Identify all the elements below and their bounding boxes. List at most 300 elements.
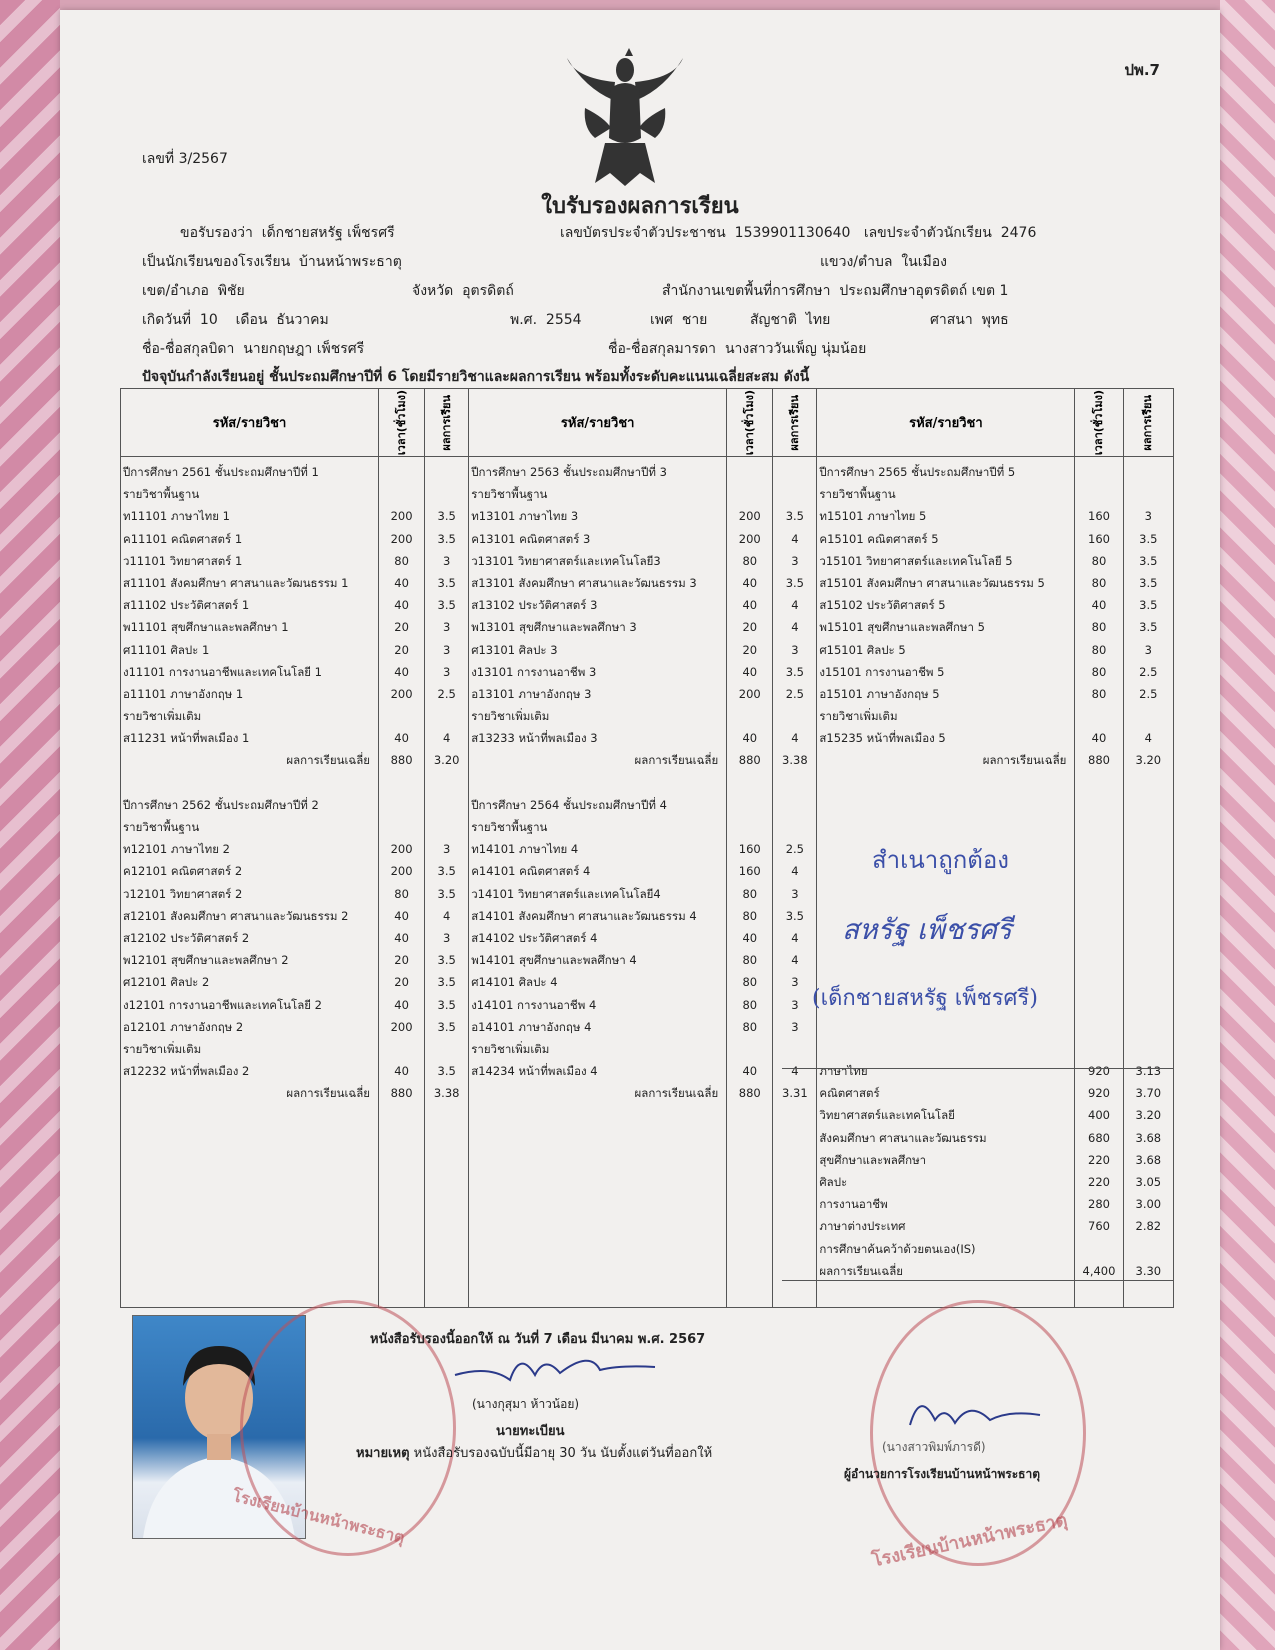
hours-cell: 20 (394, 975, 409, 990)
grade-cell: 3.38 (433, 1086, 460, 1101)
summary-subject: ศิลปะ (819, 1175, 848, 1189)
grade-cell: 4 (791, 598, 799, 613)
hours-cell: 80 (1091, 642, 1107, 657)
hours-cell: 40 (742, 598, 758, 613)
spacer (1124, 860, 1173, 882)
subject-row: ศ15101 ศิลปะ 5 (819, 642, 906, 657)
hours-cell: 40 (394, 598, 409, 613)
hours-cell (1075, 483, 1122, 505)
hours-cell: 40 (742, 731, 758, 746)
subject-row: อ14101 ภาษาอังกฤษ 4 (471, 1019, 592, 1034)
mother-label: ชื่อ-ชื่อสกุลมารดา (608, 341, 717, 357)
grade-cell: 3 (443, 930, 451, 945)
birth-day: 10 (199, 312, 218, 328)
header-subject-3: รหัส/รายวิชา (817, 389, 1075, 457)
hours-cell: 160 (1088, 509, 1110, 524)
hours-cell: 200 (390, 509, 413, 524)
district-value: พิชัย (217, 283, 245, 299)
grade-cell: 3 (791, 975, 799, 990)
subject-row: ว15101 วิทยาศาสตร์และเทคโนโลยี 5 (819, 553, 1013, 568)
spacer (1075, 927, 1122, 949)
hours-cell: 20 (742, 642, 758, 657)
spacer (1124, 1038, 1173, 1060)
summary-hours: 220 (1088, 1152, 1110, 1167)
summary-grade: 3.70 (1135, 1086, 1162, 1101)
spacer (817, 794, 1074, 816)
subject-row: ค15101 คณิตศาสตร์ 5 (819, 531, 939, 546)
issued-date: หนังสือรับรองนี้ออกให้ ณ วันที่ 7 เดือน มีนาคม พ.ศ. 2567 (370, 1332, 706, 1347)
subject-row: ว12101 วิทยาศาสตร์ 2 (123, 886, 243, 901)
header-subject-2: รหัส/รายวิชา (469, 389, 727, 457)
grade-cell: 3.5 (437, 1064, 456, 1079)
grade-cell (773, 705, 816, 727)
subject-row: ค13101 คณิตศาสตร์ 3 (471, 531, 591, 546)
summary-hours: 400 (1088, 1108, 1110, 1123)
grade-cell: 3.5 (785, 908, 804, 923)
grade-cell: 3.38 (782, 753, 808, 768)
subject-row: ปีการศึกษา 2565 ชั้นประถมศึกษาปีที่ 5 (819, 465, 1016, 479)
grade-cell: 3 (1144, 642, 1152, 657)
hours-cell: 80 (1091, 553, 1107, 568)
subject-row: อ13101 ภาษาอังกฤษ 3 (471, 686, 592, 701)
hours-cell: 40 (394, 997, 409, 1012)
grade-cell: 3.20 (1135, 753, 1162, 768)
subject-row: รายวิชาพื้นฐาน (123, 487, 200, 502)
hours-cell: 200 (390, 686, 413, 701)
garuda-emblem-icon (565, 48, 685, 188)
grade-cell: 3.5 (437, 531, 456, 546)
col2-hours (727, 457, 773, 1308)
certified-copy-text: สำเนาถูกต้อง (872, 846, 1009, 874)
average-label: ผลการเรียนเฉลี่ย (286, 753, 370, 768)
subject-row: ว11101 วิทยาศาสตร์ 1 (123, 553, 243, 568)
spacer (1075, 883, 1122, 905)
note-text: หนังสือรับรองฉบับนี้มีอายุ 30 วัน นับตั้งแต่วันที่ออกให้ (413, 1446, 713, 1461)
hours-cell: 200 (390, 864, 413, 879)
student-name: เด็กชายสหรัฐ เพ็ชรศรี (261, 225, 395, 241)
hours-cell: 200 (390, 531, 413, 546)
hours-cell: 80 (742, 553, 758, 568)
district-label: เขต/อำเภอ (142, 283, 209, 299)
subject-row: ง14101 การงานอาชีพ 4 (471, 997, 597, 1012)
spacer (1124, 816, 1173, 838)
hours-cell (379, 705, 424, 727)
spacer (1075, 971, 1122, 993)
hours-cell: 200 (738, 509, 761, 524)
spacer (1124, 838, 1173, 860)
hours-cell: 40 (394, 1064, 409, 1079)
col3-subjects (817, 457, 1075, 1308)
subject-row: ส11102 ประวัติศาสตร์ 1 (123, 598, 250, 613)
hours-cell: 880 (390, 1086, 413, 1101)
subject-row: รายวิชาเพิ่มเติม (471, 1041, 550, 1056)
hours-cell (379, 483, 424, 505)
year-label: พ.ศ. (510, 312, 538, 328)
hours-cell: 20 (394, 620, 409, 635)
summary-subject: ภาษาต่างประเทศ (819, 1219, 906, 1234)
spacer (1124, 927, 1173, 949)
hours-cell: 160 (738, 842, 761, 857)
summary-hours: 220 (1088, 1175, 1110, 1189)
hours-cell: 20 (394, 953, 409, 968)
subject-row: ส14102 ประวัติศาสตร์ 4 (471, 930, 598, 945)
subject-row: รายวิชาเพิ่มเติม (819, 709, 898, 724)
subject-row: พ15101 สุขศึกษาและพลศึกษา 5 (819, 620, 985, 635)
average-label: ผลการเรียนเฉลี่ย (286, 1086, 370, 1101)
summary-hours: 920 (1088, 1064, 1110, 1079)
subject-row: รายวิชาพื้นฐาน (471, 487, 548, 502)
current-study: ปัจจุบันกำลังเรียนอยู่ ชั้นประถมศึกษาปีที่ 6 โดยมีรายวิชาและผลการเรียน พร้อมทั้งระดับคะแนนเฉลี่ยสะสม ดังนี้ (142, 369, 810, 385)
grade-cell: 3.5 (785, 664, 804, 679)
grade-cell (773, 816, 816, 838)
grade-cell: 3.5 (1139, 598, 1158, 613)
grade-cell: 2.5 (437, 686, 456, 701)
spacer (1075, 816, 1122, 838)
father-value: นายกฤษฎา เพ็ชรศรี (243, 341, 365, 357)
hours-cell: 40 (742, 664, 758, 679)
hours-cell (379, 772, 424, 794)
average-label: ผลการเรียนเฉลี่ย (634, 1086, 719, 1101)
grade-cell: 4 (791, 930, 799, 945)
hours-cell: 80 (742, 953, 758, 968)
col1-hours (379, 457, 425, 1308)
header-hours-3: เวลา(ชั่วโมง) (1091, 389, 1105, 456)
average-label: ผลการเรียนเฉลี่ย (982, 753, 1067, 768)
spacer (817, 949, 1074, 971)
hours-cell: 880 (738, 753, 761, 768)
hours-cell: 40 (1091, 731, 1107, 746)
hours-cell: 80 (742, 1019, 758, 1034)
subject-row: ส12102 ประวัติศาสตร์ 2 (123, 930, 250, 945)
month-label: เดือน (235, 312, 268, 328)
hours-cell: 80 (742, 997, 758, 1012)
summary-hours: 760 (1088, 1219, 1110, 1234)
subject-row: ง13101 การงานอาชีพ 3 (471, 664, 597, 679)
grade-cell: 4 (443, 908, 451, 923)
hours-cell: 80 (1091, 664, 1107, 679)
grade-cell: 4 (791, 531, 799, 546)
spacer (817, 816, 1074, 838)
grade-cell: 4 (1144, 731, 1152, 746)
grade-cell (425, 1038, 468, 1060)
grade-cell (1124, 461, 1173, 483)
subject-row: ว14101 วิทยาศาสตร์และเทคโนโลยี4 (471, 886, 661, 901)
id-label: เลขบัตรประจำตัวประชาชน (560, 225, 726, 241)
grade-cell (773, 772, 816, 794)
spacer (1075, 1038, 1122, 1060)
subject-row: ท13101 ภาษาไทย 3 (471, 509, 579, 524)
hours-cell: 200 (390, 842, 413, 857)
page-title: ใบรับรองผลการเรียน (541, 194, 739, 219)
subject-row: ท12101 ภาษาไทย 2 (123, 842, 230, 857)
hours-cell: 80 (1091, 620, 1107, 635)
header-subject-1: รหัส/รายวิชา (121, 389, 379, 457)
subject-row: พ13101 สุขศึกษาและพลศึกษา 3 (471, 620, 637, 635)
grade-cell: 3 (443, 553, 451, 568)
grade-cell: 3.5 (1139, 553, 1158, 568)
school-value: บ้านหน้าพระธาตุ (299, 254, 402, 270)
grade-cell: 3.5 (437, 509, 456, 524)
hours-cell: 80 (742, 908, 758, 923)
summary-hours: 680 (1088, 1130, 1110, 1145)
subject-row: อ12101 ภาษาอังกฤษ 2 (123, 1019, 244, 1034)
summary-grade: 3.00 (1135, 1197, 1162, 1212)
hours-cell (379, 461, 424, 483)
subject-row: ศ13101 ศิลปะ 3 (471, 642, 558, 657)
header-grade-2: ผลการเรียน (787, 394, 801, 451)
subject-row: รายวิชาเพิ่มเติม (123, 1041, 202, 1056)
hours-cell (727, 483, 772, 505)
director-title: ผู้อำนวยการโรงเรียนบ้านหน้าพระธาตุ (844, 1467, 1040, 1481)
subject-row: ศ14101 ศิลปะ 4 (471, 975, 558, 990)
col2-subjects (469, 457, 727, 1308)
grade-cell: 3 (791, 886, 799, 901)
grade-cell: 4 (791, 620, 799, 635)
spacer (1075, 994, 1122, 1016)
grade-cell: 3 (791, 642, 799, 657)
hours-cell: 160 (1088, 531, 1110, 546)
birth-month: ธันวาคม (276, 312, 329, 328)
grade-cell (425, 794, 468, 816)
hours-cell (727, 1038, 772, 1060)
subject-row: ส13101 สังคมศึกษา ศาสนาและวัฒนธรรม 3 (471, 575, 697, 590)
hours-cell (727, 772, 772, 794)
hours-cell: 20 (742, 620, 758, 635)
hours-cell (727, 794, 772, 816)
registrar-title: นายทะเบียน (496, 1424, 565, 1439)
header-grade-3: ผลการเรียน (1141, 394, 1155, 451)
col1-subjects (121, 457, 379, 1308)
hours-cell: 200 (738, 531, 761, 546)
stamp-text-right: โรงเรียนบ้านหน้าพระธาตุ (870, 1509, 1070, 1572)
subdistrict-value: ในเมือง (901, 254, 948, 270)
spacer (1075, 949, 1122, 971)
grade-cell: 3 (791, 997, 799, 1012)
grade-cell (773, 1038, 816, 1060)
spacer (1075, 1016, 1122, 1038)
header-grade-1: ผลการเรียน (439, 394, 453, 451)
subject-row: ว13101 วิทยาศาสตร์และเทคโนโลยี3 (471, 553, 661, 568)
grades-table (120, 388, 1174, 1308)
grade-cell: 3 (443, 842, 451, 857)
hours-cell: 40 (1091, 598, 1107, 613)
grade-cell: 3 (443, 664, 451, 679)
grade-cell: 3.5 (785, 509, 804, 524)
hours-cell: 200 (738, 686, 761, 701)
grade-cell: 3.5 (437, 1019, 456, 1034)
grade-cell: 4 (791, 864, 799, 879)
summary-subject: ภาษาไทย (819, 1064, 868, 1079)
header-hours-1: เวลา(ชั่วโมง) (394, 389, 408, 456)
grade-cell: 3.5 (437, 997, 456, 1012)
grade-cell: 3.5 (437, 886, 456, 901)
spacer (1075, 772, 1122, 794)
summary-subject: คณิตศาสตร์ (819, 1086, 880, 1101)
subject-row: รายวิชาพื้นฐาน (471, 820, 548, 834)
subject-row: ส15101 สังคมศึกษา ศาสนาและวัฒนธรรม 5 (819, 575, 1045, 590)
grade-cell: 3 (791, 553, 799, 568)
summary-total-grade: 3.30 (1135, 1263, 1162, 1278)
grade-cell: 3 (443, 642, 451, 657)
stamp-text-left: โรงเรียนบ้านหน้าพระธาตุ (230, 1485, 407, 1548)
spacer (1124, 794, 1173, 816)
summary-grade: 3.20 (1135, 1108, 1162, 1123)
subject-row: ส11101 สังคมศึกษา ศาสนาและวัฒนธรรม 1 (123, 575, 349, 590)
province-value: อุตรดิตถ์ (462, 283, 514, 299)
subject-row: ส12232 หน้าที่พลเมือง 2 (123, 1064, 250, 1079)
subject-row: ปีการศึกษา 2563 ชั้นประถมศึกษาปีที่ 3 (471, 465, 667, 479)
subject-row: ท15101 ภาษาไทย 5 (819, 509, 927, 524)
grade-cell: 4 (791, 953, 799, 968)
subject-row: ส15102 ประวัติศาสตร์ 5 (819, 598, 946, 613)
grade-cell: 3.5 (1139, 620, 1158, 635)
hours-cell (1075, 461, 1122, 483)
grade-cell: 3.5 (437, 864, 456, 879)
father-label: ชื่อ-ชื่อสกุลบิดา (142, 341, 235, 357)
spacer (1075, 794, 1122, 816)
hours-cell: 200 (390, 1019, 413, 1034)
hours-cell: 80 (394, 553, 409, 568)
subject-row: ง11101 การงานอาชีพและเทคโนโลยี 1 (123, 664, 322, 679)
student-no-label: เลขประจำตัวนักเรียน (863, 225, 992, 241)
grade-cell: 3 (791, 1019, 799, 1034)
subject-row: ส13102 ประวัติศาสตร์ 3 (471, 598, 598, 613)
grade-cell: 3.31 (782, 1086, 808, 1101)
subject-row: ศ12101 ศิลปะ 2 (123, 975, 210, 990)
grade-cell (425, 816, 468, 838)
grade-cell (773, 483, 816, 505)
subject-row: ค12101 คณิตศาสตร์ 2 (123, 864, 243, 879)
subject-row: พ12101 สุขศึกษาและพลศึกษา 2 (123, 953, 289, 968)
grade-cell: 4 (443, 731, 451, 746)
summary-hours (1075, 1238, 1122, 1260)
hours-cell: 80 (1091, 575, 1107, 590)
grade-cell: 3.5 (1139, 575, 1158, 590)
col3-hours (1075, 457, 1123, 1308)
note-label: หมายเหตุ (356, 1446, 410, 1461)
hours-cell: 40 (394, 908, 409, 923)
director-signature-icon (900, 1385, 1050, 1445)
grade-cell: 4 (791, 1064, 799, 1079)
student-no-value: 2476 (1000, 225, 1037, 241)
hours-cell: 880 (1088, 753, 1110, 768)
hours-cell: 80 (1091, 686, 1107, 701)
spacer (817, 883, 1074, 905)
hours-cell (727, 461, 772, 483)
summary-total-divider (782, 1280, 1174, 1281)
hours-cell: 20 (394, 642, 409, 657)
background-left (0, 0, 60, 1650)
subject-row: ท14101 ภาษาไทย 4 (471, 842, 579, 857)
subject-row: รายวิชาพื้นฐาน (819, 487, 896, 502)
grade-cell: 2.5 (1139, 664, 1158, 679)
hours-cell: 880 (390, 753, 413, 768)
certificate-paper (60, 10, 1220, 1650)
grade-cell (1124, 483, 1173, 505)
subject-row: ปีการศึกษา 2564 ชั้นประถมศึกษาปีที่ 4 (471, 797, 667, 812)
spacer (1075, 860, 1122, 882)
student-signature: สหรัฐ เพ็ชรศรี (842, 913, 1012, 946)
col2-grades (773, 457, 817, 1308)
subject-row: รายวิชาพื้นฐาน (123, 820, 200, 834)
hours-cell (379, 1038, 424, 1060)
subject-row: ค11101 คณิตศาสตร์ 1 (123, 531, 243, 546)
summary-grade: 3.68 (1135, 1152, 1162, 1167)
grade-cell (773, 461, 816, 483)
subject-row (469, 772, 726, 794)
average-label: ผลการเรียนเฉลี่ย (634, 753, 719, 768)
spacer (1124, 994, 1173, 1016)
hours-cell: 80 (742, 886, 758, 901)
grade-cell: 3.5 (437, 575, 456, 590)
spacer (817, 772, 1074, 794)
subject-row (121, 772, 378, 794)
hours-cell: 80 (742, 975, 758, 990)
hours-cell (727, 705, 772, 727)
doc-number: เลขที่ 3/2567 (142, 151, 228, 167)
summary-hours: 920 (1088, 1086, 1110, 1101)
grade-cell: 4 (791, 731, 799, 746)
summary-subject: วิทยาศาสตร์และเทคโนโลยี (819, 1108, 955, 1123)
subject-row: ส13233 หน้าที่พลเมือง 3 (471, 731, 598, 746)
spacer (817, 1038, 1074, 1060)
col3-grades (1123, 457, 1173, 1308)
grade-cell: 3.5 (785, 575, 804, 590)
spacer (1124, 971, 1173, 993)
grade-cell: 3 (443, 620, 451, 635)
grade-cell: 3.5 (1139, 531, 1158, 546)
sex-value: ชาย (681, 312, 708, 328)
summary-grade (1124, 1238, 1173, 1260)
nationality-label: สัญชาติ (750, 312, 797, 328)
certify-label: ขอรับรองว่า (180, 225, 253, 241)
header-hours-2: เวลา(ชั่วโมง) (742, 389, 756, 456)
registrar-name: (นางกุสุมา ห้าวน้อย) (472, 1397, 580, 1411)
director-name: (นางสาวพิมพ์ภารดี) (882, 1440, 986, 1454)
school-label: เป็นนักเรียนของโรงเรียน (142, 254, 291, 270)
hours-cell: 40 (394, 930, 409, 945)
subject-row: อ11101 ภาษาอังกฤษ 1 (123, 686, 244, 701)
grade-cell (425, 705, 468, 727)
hours-cell (1075, 705, 1122, 727)
birth-label: เกิดวันที่ (142, 312, 192, 328)
spacer (817, 1016, 1074, 1038)
hours-cell: 880 (738, 1086, 761, 1101)
office-label: สำนักงานเขตพื้นที่การศึกษา (662, 283, 831, 299)
nationality-value: ไทย (805, 312, 831, 328)
sex-label: เพศ (650, 312, 673, 328)
background-right (1220, 0, 1275, 1650)
office-value: ประถมศึกษาอุตรดิตถ์ เขต 1 (839, 283, 1009, 299)
subject-row: รายวิชาเพิ่มเติม (123, 709, 202, 724)
col1-grades (425, 457, 469, 1308)
spacer (1075, 838, 1122, 860)
grade-cell (425, 483, 468, 505)
hours-cell: 40 (394, 664, 409, 679)
grade-cell: 3.5 (437, 953, 456, 968)
summary-subject: การงานอาชีพ (819, 1197, 888, 1212)
summary-grade: 3.05 (1135, 1175, 1162, 1189)
hours-cell: 160 (738, 864, 761, 879)
mother-value: นางสาววันเพ็ญ นุ่มน้อย (724, 341, 867, 357)
spacer (1124, 949, 1173, 971)
subject-row: ศ11101 ศิลปะ 1 (123, 642, 210, 657)
summary-hours: 280 (1088, 1197, 1110, 1212)
subject-row: พ11101 สุขศึกษาและพลศึกษา 1 (123, 620, 289, 635)
spacer (1124, 772, 1173, 794)
hours-cell: 40 (742, 930, 758, 945)
subject-row: ง12101 การงานอาชีพและเทคโนโลยี 2 (123, 997, 322, 1012)
